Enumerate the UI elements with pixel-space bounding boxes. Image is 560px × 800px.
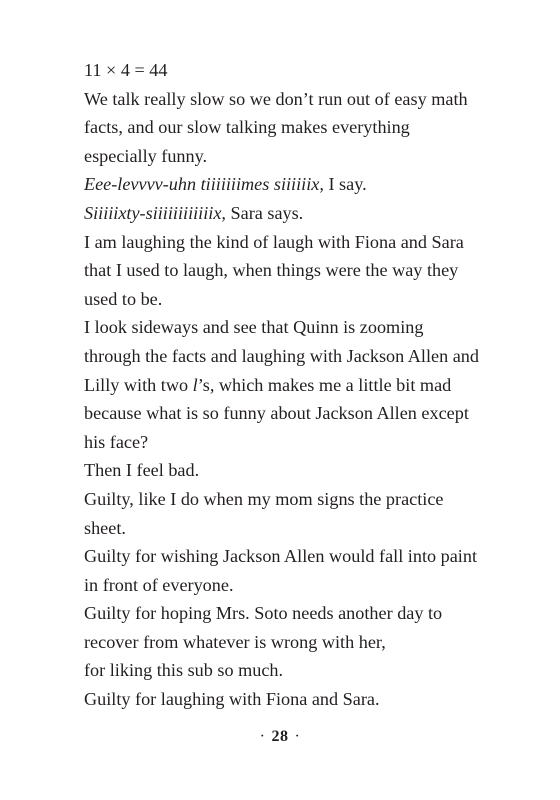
paragraph-guilty-paint: Guilty for wishing Jackson Allen would fall into paint in front of everyone. (84, 546, 478, 595)
paragraph-feel-bad: Then I feel bad. (84, 460, 200, 481)
page-number (0, 728, 560, 746)
page-number-ornament-right: · (294, 728, 301, 745)
paragraph-liking-sub: for liking this sub so much. (84, 660, 284, 681)
paragraph-equation: 11 × 4 = 44 (84, 60, 168, 80)
speech-tag: Sara says. (225, 202, 304, 223)
paragraph-guilty-soto: Guilty for hoping Mrs. Soto needs another day to recover from whatever is wrong with her, (84, 603, 443, 652)
page-number-value: 28 (271, 728, 289, 745)
paragraph-guilty-laughing: Guilty for laughing with Fiona and Sara. (84, 689, 380, 710)
page-number-ornament-left: · (259, 728, 266, 745)
italic-letter: l (192, 374, 198, 395)
paragraph-slow-talk: We talk really slow so we don’t run out of easy math facts, and our slow talking makes everything especially funny. (84, 88, 468, 166)
paragraph-eleven-times-six (84, 170, 484, 199)
speech-tag: I say. (323, 174, 367, 195)
italic-speech: Eee-levvvv-uhn tiiiiiiimes siiiiiix, (84, 174, 324, 195)
italic-speech: Siiiiixty-siiiiiiiiiiiix, (84, 202, 226, 223)
paragraph-quinn (84, 313, 484, 456)
paragraph-sixty-six (84, 199, 484, 228)
page-text (84, 56, 484, 714)
text-run: I look sideways and see that Quinn is zooming through the facts and laughing with Jackson Allen and Lilly with two (84, 317, 479, 395)
text-run: ’s, which makes me a little bit mad because what is so funny about Jackson Allen except his face? (84, 374, 469, 452)
paragraph-laughing: I am laughing the kind of laugh with Fiona and Sara that I used to laugh, when things were the way they used to be. (84, 231, 464, 309)
paragraph-guilty-practice: Guilty, like I do when my mom signs the practice sheet. (84, 488, 444, 538)
